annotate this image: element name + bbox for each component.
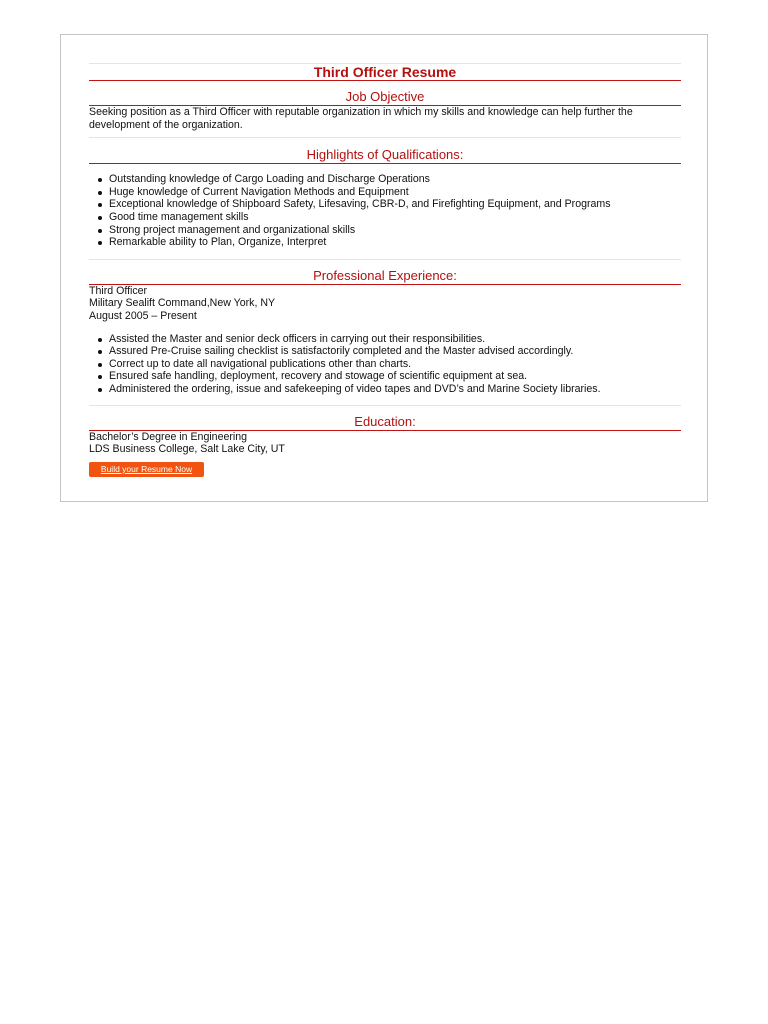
highlights-list bbox=[89, 173, 681, 249]
divider bbox=[89, 259, 681, 260]
bullet-icon bbox=[98, 241, 102, 245]
experience-item bbox=[109, 358, 681, 371]
highlight-item bbox=[109, 236, 681, 249]
experience-item bbox=[109, 345, 681, 358]
experience-role: Third Officer bbox=[89, 284, 148, 297]
resume-content bbox=[89, 35, 681, 456]
divider bbox=[89, 405, 681, 406]
highlight-item bbox=[109, 173, 681, 186]
resume-card bbox=[60, 34, 708, 502]
job-objective-text: Seeking position as a Third Officer with reputable organization in which my skills and knowledge can help further the development of the organization. bbox=[89, 106, 633, 131]
bullet-icon bbox=[98, 203, 102, 207]
experience-item-text: Correct up to date all navigational publications other than charts. bbox=[109, 357, 412, 370]
experience-item bbox=[109, 333, 681, 346]
bullet-icon bbox=[98, 388, 102, 392]
experience-item-text: Ensured safe handling, deployment, recovery and stowage of scientific equipment at sea. bbox=[109, 370, 528, 383]
bullet-icon bbox=[98, 229, 102, 233]
bullet-icon bbox=[98, 178, 102, 182]
education-heading: Education: bbox=[354, 413, 416, 429]
experience-employer: Military Sealift Command,New York, NY bbox=[89, 297, 276, 310]
experience-heading: Professional Experience: bbox=[313, 267, 457, 283]
highlight-item bbox=[109, 224, 681, 237]
experience-item-text: Assisted the Master and senior deck officers in carrying out their responsibilities. bbox=[109, 332, 486, 345]
experience-dates: August 2005 – Present bbox=[89, 309, 197, 322]
experience-item bbox=[109, 383, 681, 396]
bullet-icon bbox=[98, 338, 102, 342]
highlight-item-text: Exceptional knowledge of Shipboard Safety, Lifesaving, CBR-D, and Firefighting Equipment, and Programs bbox=[109, 198, 611, 211]
highlight-item-text: Strong project management and organizational skills bbox=[109, 223, 356, 236]
experience-item-text: Administered the ordering, issue and safekeeping of video tapes and DVD’s and Marine Society libraries. bbox=[109, 382, 601, 395]
bullet-icon bbox=[98, 216, 102, 220]
experience-list bbox=[89, 333, 681, 396]
highlight-item-text: Remarkable ability to Plan, Organize, Interpret bbox=[109, 236, 327, 249]
highlight-item bbox=[109, 211, 681, 224]
bullet-icon bbox=[98, 375, 102, 379]
highlight-item-text: Huge knowledge of Current Navigation Methods and Equipment bbox=[109, 185, 409, 198]
highlight-item bbox=[109, 186, 681, 199]
highlight-item-text: Outstanding knowledge of Cargo Loading and Discharge Operations bbox=[109, 173, 430, 186]
divider bbox=[89, 137, 681, 138]
experience-item-text: Assured Pre-Cruise sailing checklist is satisfactorily completed and the Master advised accordingly. bbox=[109, 345, 574, 358]
highlight-item bbox=[109, 198, 681, 211]
bullet-icon bbox=[98, 350, 102, 354]
highlight-item-text: Good time management skills bbox=[109, 210, 249, 223]
education-school: LDS Business College, Salt Lake City, UT bbox=[89, 443, 285, 456]
experience-item bbox=[109, 370, 681, 383]
bullet-icon bbox=[98, 363, 102, 367]
highlights-rule bbox=[89, 163, 681, 164]
page-title: Third Officer Resume bbox=[313, 64, 457, 80]
bullet-icon bbox=[98, 191, 102, 195]
title-rule bbox=[89, 80, 681, 81]
education-degree: Bachelor’s Degree in Engineering bbox=[89, 430, 248, 443]
highlights-heading: Highlights of Qualifications: bbox=[306, 147, 464, 163]
build-resume-button[interactable]: Build your Resume Now bbox=[89, 462, 204, 477]
job-objective-heading: Job Objective bbox=[345, 89, 425, 104]
